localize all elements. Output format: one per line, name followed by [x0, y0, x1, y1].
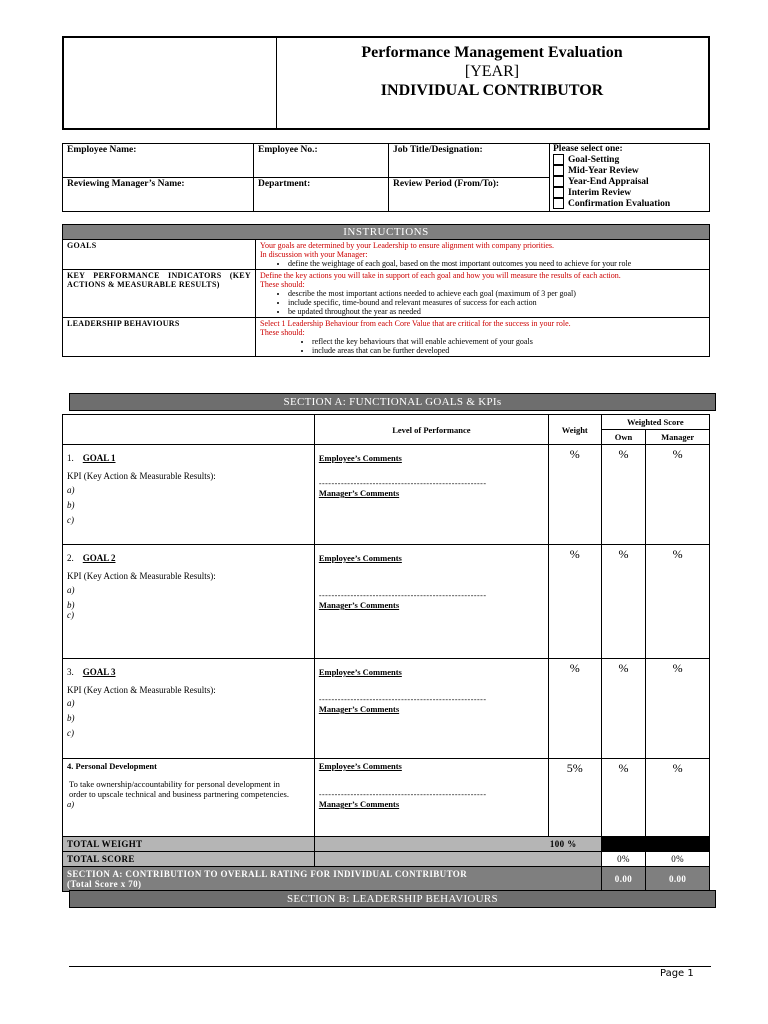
total-weight-value: 100 % — [314, 837, 601, 852]
option-year-end[interactable] — [553, 176, 706, 187]
goals-instructions — [256, 240, 710, 270]
kpi-item-a: a) — [67, 485, 75, 495]
own-score-cell[interactable]: % — [601, 545, 646, 659]
goal-number: 3. — [67, 667, 74, 677]
pd-description: To take ownership/accountability for personal development in order to upscale technical and business partnering competencies. — [69, 779, 289, 799]
option-label: Year-End Appraisal — [568, 176, 649, 187]
kpi-text-2: These should: — [260, 280, 305, 289]
lb-bullet: • reflect the key behaviours that will enable achievement of your goals — [312, 337, 705, 346]
lb-bullet: • include areas that can be further developed — [312, 346, 705, 355]
weight-header: Weight — [548, 415, 601, 445]
manager-score-cell[interactable]: % — [646, 445, 710, 545]
employee-info-table — [62, 143, 710, 212]
department-field[interactable] — [254, 178, 389, 212]
comments-cell[interactable] — [314, 445, 548, 545]
form-header — [62, 36, 710, 130]
employee-name-label: Employee Name: — [67, 145, 137, 155]
kpi-item-c: c) — [67, 515, 74, 525]
checkbox[interactable] — [553, 154, 564, 165]
manager-comments-label: Manager’s Comments — [318, 799, 400, 809]
level-header: Level of Performance — [314, 415, 548, 445]
form-subtitle: INDIVIDUAL CONTRIBUTOR — [380, 82, 604, 99]
kpi-item-b: b) — [67, 600, 75, 610]
option-label: Confirmation Evaluation — [568, 198, 671, 209]
manager-score-cell[interactable]: % — [646, 759, 710, 837]
job-title-field[interactable] — [389, 144, 550, 178]
checkbox[interactable] — [553, 198, 564, 209]
comments-cell[interactable] — [314, 759, 548, 837]
kpi-item-a: a) — [67, 585, 75, 595]
option-label: Goal-Setting — [568, 154, 620, 165]
goals-bullet: • define the weightage of each goal, based on the most important outcomes you need to achieve for your role — [288, 259, 705, 268]
employee-comments-label: Employee’s Comments — [318, 453, 402, 463]
goal-name: GOAL 1 — [82, 453, 116, 463]
goals-table — [62, 414, 710, 892]
weight-cell[interactable]: % — [548, 445, 601, 545]
lb-text-1: Select 1 Leadership Behaviour from each Core Value that are critical for the success in your role. — [260, 319, 571, 328]
checkbox[interactable] — [553, 176, 564, 187]
employee-no-field[interactable] — [254, 144, 389, 178]
lb-text-2: These should: — [260, 328, 305, 337]
contribution-label — [63, 867, 602, 892]
manager-comments-label: Manager’s Comments — [318, 600, 400, 610]
review-period-field[interactable] — [389, 178, 550, 212]
option-goal-setting[interactable] — [553, 154, 706, 165]
kpi-item-c: c) — [67, 728, 74, 738]
separator-line: ----------------------------------------------------- — [318, 790, 487, 799]
personal-development-row — [63, 759, 710, 837]
employee-name-field[interactable] — [63, 144, 254, 178]
kpi-text-1: Define the key actions you will take in support of each goal and how you will measure the results of each action. — [260, 271, 621, 280]
goals-label: GOALS — [63, 240, 256, 270]
department-label: Department: — [258, 179, 311, 189]
section-b-title: SECTION B: LEADERSHIP BEHAVIOURS — [69, 890, 716, 908]
job-title-label: Job Title/Designation: — [393, 145, 483, 155]
pd-cell[interactable] — [63, 759, 315, 837]
contribution-own: 0.00 — [601, 867, 646, 892]
total-score-label: TOTAL SCORE — [63, 852, 315, 867]
option-confirmation[interactable] — [553, 198, 706, 209]
manager-comments-label: Manager’s Comments — [318, 488, 400, 498]
kpi-bullet: • be updated throughout the year as needed — [288, 307, 705, 316]
option-label: Mid-Year Review — [568, 165, 639, 176]
total-weight-blackout — [601, 837, 709, 852]
goal-row — [63, 545, 710, 659]
evaluation-type-select — [550, 144, 710, 212]
form-title: Performance Management Evaluation — [361, 44, 623, 61]
reviewing-manager-field[interactable] — [63, 178, 254, 212]
goal-cell[interactable] — [63, 659, 315, 759]
employee-no-label: Employee No.: — [258, 145, 318, 155]
kpi-bullet: • describe the most important actions needed to achieve each goal (maximum of 3 per goal) — [288, 289, 705, 298]
goal-name: GOAL 2 — [82, 553, 116, 563]
separator-line: ----------------------------------------------------- — [318, 479, 487, 488]
leadership-label: LEADERSHIP BEHAVIOURS — [63, 318, 256, 357]
option-mid-year[interactable] — [553, 165, 706, 176]
kpi-item-a: a) — [67, 698, 75, 708]
checkbox[interactable] — [553, 165, 564, 176]
separator-line: ----------------------------------------------------- — [318, 591, 487, 600]
instructions-table — [62, 224, 710, 357]
employee-comments-label: Employee’s Comments — [318, 667, 402, 677]
pd-title: 4. Personal Development — [67, 761, 157, 771]
employee-comments-label: Employee’s Comments — [318, 553, 402, 563]
own-score-cell[interactable]: % — [601, 445, 646, 545]
comments-cell[interactable] — [314, 545, 548, 659]
weight-cell[interactable]: % — [548, 659, 601, 759]
contribution-manager: 0.00 — [646, 867, 710, 892]
goal-cell[interactable] — [63, 445, 315, 545]
separator-line: ----------------------------------------------------- — [318, 695, 487, 704]
page-number: Page 1 — [660, 968, 694, 979]
kpi-item-b: b) — [67, 500, 75, 510]
instructions-heading: INSTRUCTIONS — [63, 225, 710, 240]
kpi-caption: KPI (Key Action & Measurable Results): — [67, 685, 216, 695]
weighted-score-header: Weighted Score — [601, 415, 709, 430]
section-a-title: SECTION A: FUNCTIONAL GOALS & KPIs — [69, 393, 716, 411]
goal-name: GOAL 3 — [82, 667, 116, 677]
own-score-cell[interactable]: % — [601, 759, 646, 837]
kpi-bullet: • include specific, time-bound and relevant measures of success for each action — [288, 298, 705, 307]
kpi-caption: KPI (Key Action & Measurable Results): — [67, 471, 216, 481]
contribution-formula: (Total Score x 70) — [67, 879, 142, 889]
total-weight-label: TOTAL WEIGHT — [63, 837, 315, 852]
manager-score-cell[interactable]: % — [646, 659, 710, 759]
weight-cell[interactable]: % — [548, 545, 601, 659]
leadership-instructions — [256, 318, 710, 357]
kpi-item-c: c) — [67, 610, 74, 620]
own-score-cell[interactable]: % — [601, 659, 646, 759]
goal-row — [63, 659, 710, 759]
total-score-blank — [314, 852, 601, 867]
option-interim[interactable] — [553, 187, 706, 198]
goals-text-1: Your goals are determined by your Leadership to ensure alignment with company priorities. — [260, 241, 555, 250]
footer-rule — [69, 966, 711, 967]
form-year: [YEAR] — [464, 63, 520, 80]
total-manager-score: 0% — [646, 852, 710, 867]
reviewing-manager-label: Reviewing Manager’s Name: — [67, 179, 185, 189]
manager-score-cell[interactable]: % — [646, 545, 710, 659]
own-header: Own — [601, 430, 646, 445]
comments-cell[interactable] — [314, 659, 548, 759]
review-period-label: Review Period (From/To): — [393, 179, 500, 189]
kpi-instructions — [256, 270, 710, 318]
kpi-caption: KPI (Key Action & Measurable Results): — [67, 571, 216, 581]
goal-cell[interactable] — [63, 545, 315, 659]
kpi-item-b: b) — [67, 713, 75, 723]
option-label: Interim Review — [568, 187, 632, 198]
manager-comments-label: Manager’s Comments — [318, 704, 400, 714]
weight-cell[interactable]: 5% — [548, 759, 601, 837]
goal-row — [63, 445, 710, 545]
pd-item-a: a) — [67, 799, 75, 809]
select-one-label: Please select one: — [553, 144, 623, 154]
goals-text-2: In discussion with your Manager: — [260, 250, 368, 259]
manager-header: Manager — [646, 430, 710, 445]
kpi-label: KEY PERFORMANCE INDICATORS (KEY ACTIONS & MEASURABLE RESULTS) — [63, 270, 256, 318]
goal-number: 2. — [67, 553, 74, 563]
contribution-title: SECTION A: CONTRIBUTION TO OVERALL RATING FOR INDIVIDUAL CONTRIBUTOR — [67, 869, 468, 879]
goal-header-blank — [63, 415, 315, 445]
employee-comments-label: Employee’s Comments — [318, 761, 402, 771]
total-own-score: 0% — [601, 852, 646, 867]
goal-number: 1. — [67, 453, 74, 463]
checkbox[interactable] — [553, 187, 564, 198]
